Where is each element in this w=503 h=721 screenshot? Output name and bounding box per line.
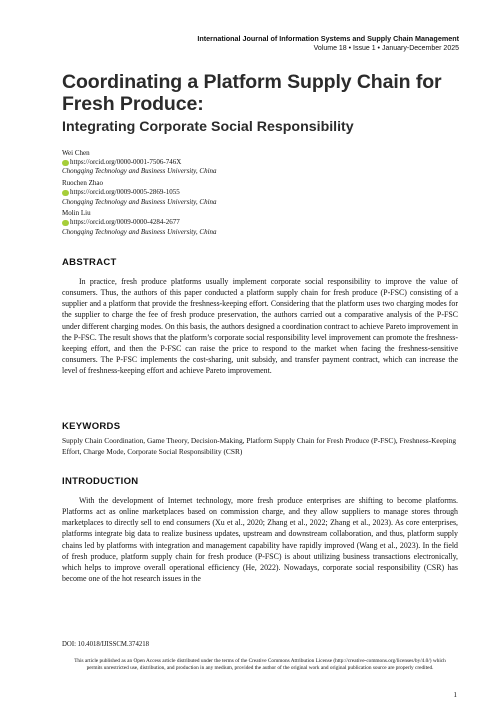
orcid-icon <box>62 220 69 227</box>
author-affiliation: Chongqing Technology and Business University, China <box>62 227 217 236</box>
author-block <box>62 149 442 177</box>
journal-issue: Volume 18 • Issue 1 • January-December 2025 <box>313 45 459 52</box>
page-number: 1 <box>453 691 457 699</box>
author-affiliation: Chongqing Technology and Business University, China <box>62 197 217 206</box>
license-notice: This article published as an Open Access article distributed under the terms of the Creative Commons Attribution License (http://creative-commons.org/licenses/by/4.0/) which permits unrestricted use, distribution, and production in any medium, provided the author of the original work and original publication source are properly credited. <box>74 658 446 672</box>
orcid-icon <box>62 190 69 197</box>
title-block <box>62 71 462 136</box>
orcid-row <box>62 218 442 227</box>
journal-header <box>129 34 459 54</box>
introduction-text: With the development of Internet technology, more fresh produce enterprises are shifting to become platforms. Platforms act as online marketplaces based on commission charge, and they allow suppliers to manage stores through marketplaces to directly sell to end consumers (Xu et al., 2020; Zhang et al., 2022; Zhang et al., 2023). As core enterprises, platforms integrate big data to realize business updates, upstream and downstream collaboration, and thus, platform supply chains led by platforms with integration and management capability have rapidly improved (Wang et al., 2023). In the field of fresh produce, platform supply chain for fresh produce (P-FSC) is about utilizing business transactions electronically, which helps to improve overall operational efficiency (He, 2022). Nowadays, corporate social responsibility (CSR) has become one of the hot research issues in the <box>62 496 458 584</box>
journal-name: International Journal of Information Systems and Supply Chain Management <box>197 34 459 43</box>
keywords-section <box>62 421 458 457</box>
introduction-heading: INTRODUCTION <box>62 476 139 487</box>
author-list <box>62 149 442 239</box>
abstract-section <box>62 257 458 376</box>
abstract-heading: ABSTRACT <box>62 257 117 268</box>
orcid-link[interactable]: https://orcid.org/0009-0000-4284-2677 <box>70 218 180 227</box>
introduction-section <box>62 476 458 584</box>
keywords-heading: KEYWORDS <box>62 421 121 432</box>
abstract-text: In practice, fresh produce platforms usually implement corporate social responsibility to improve the value of consumers. Thus, the authors of this paper conducted a platform supply chain for fresh produce (P-FSC) consisting of a supplier and a platform that provide the freshness-keeping effort. Considering that the platform uses two charging modes for the supplier to charge the fee of fresh produce preservation, the authors carried out a comparative analysis of the P-FSC under different charging modes. On this basis, the authors designed a coordination contract to achieve Pareto improvement in the P-FSC. The result shows that the platform’s corporate social responsibility level improvement can promote the freshness-keeping effort, and then the P-FSC can raise the price to respond to the market when facing the freshness-sensitive consumers. The P-FSC implements the cost-sharing, unit subsidy, and transfer payment contract, which can increase the level of freshness-keeping effort and achieve Pareto improvement. <box>62 277 458 376</box>
author-affiliation: Chongqing Technology and Business University, China <box>62 167 217 176</box>
doi[interactable]: DOI: 10.4018/IJISSCM.374218 <box>62 641 150 648</box>
orcid-row <box>62 188 442 197</box>
author-block <box>62 179 442 207</box>
keywords-text: Supply Chain Coordination, Game Theory, Decision-Making, Platform Supply Chain for Fresh Produce (P-FSC), Freshness-Keeping Effort, Charge Mode, Corporate Social Responsibility (CSR) <box>62 436 457 456</box>
orcid-row <box>62 158 442 167</box>
paper-title: Coordinating a Platform Supply Chain for Fresh Produce: <box>62 71 442 115</box>
author-name: Ruochen Zhao <box>62 179 104 188</box>
orcid-icon <box>62 160 69 167</box>
author-name: Wei Chen <box>62 149 90 157</box>
author-name: Molin Liu <box>62 209 91 218</box>
orcid-link[interactable]: https://orcid.org/0000-0001-7506-746X <box>70 158 182 167</box>
author-block <box>62 209 442 237</box>
orcid-link[interactable]: https://orcid.org/0009-0005-2869-1055 <box>70 188 180 197</box>
paper-subtitle: Integrating Corporate Social Responsibility <box>62 119 354 135</box>
